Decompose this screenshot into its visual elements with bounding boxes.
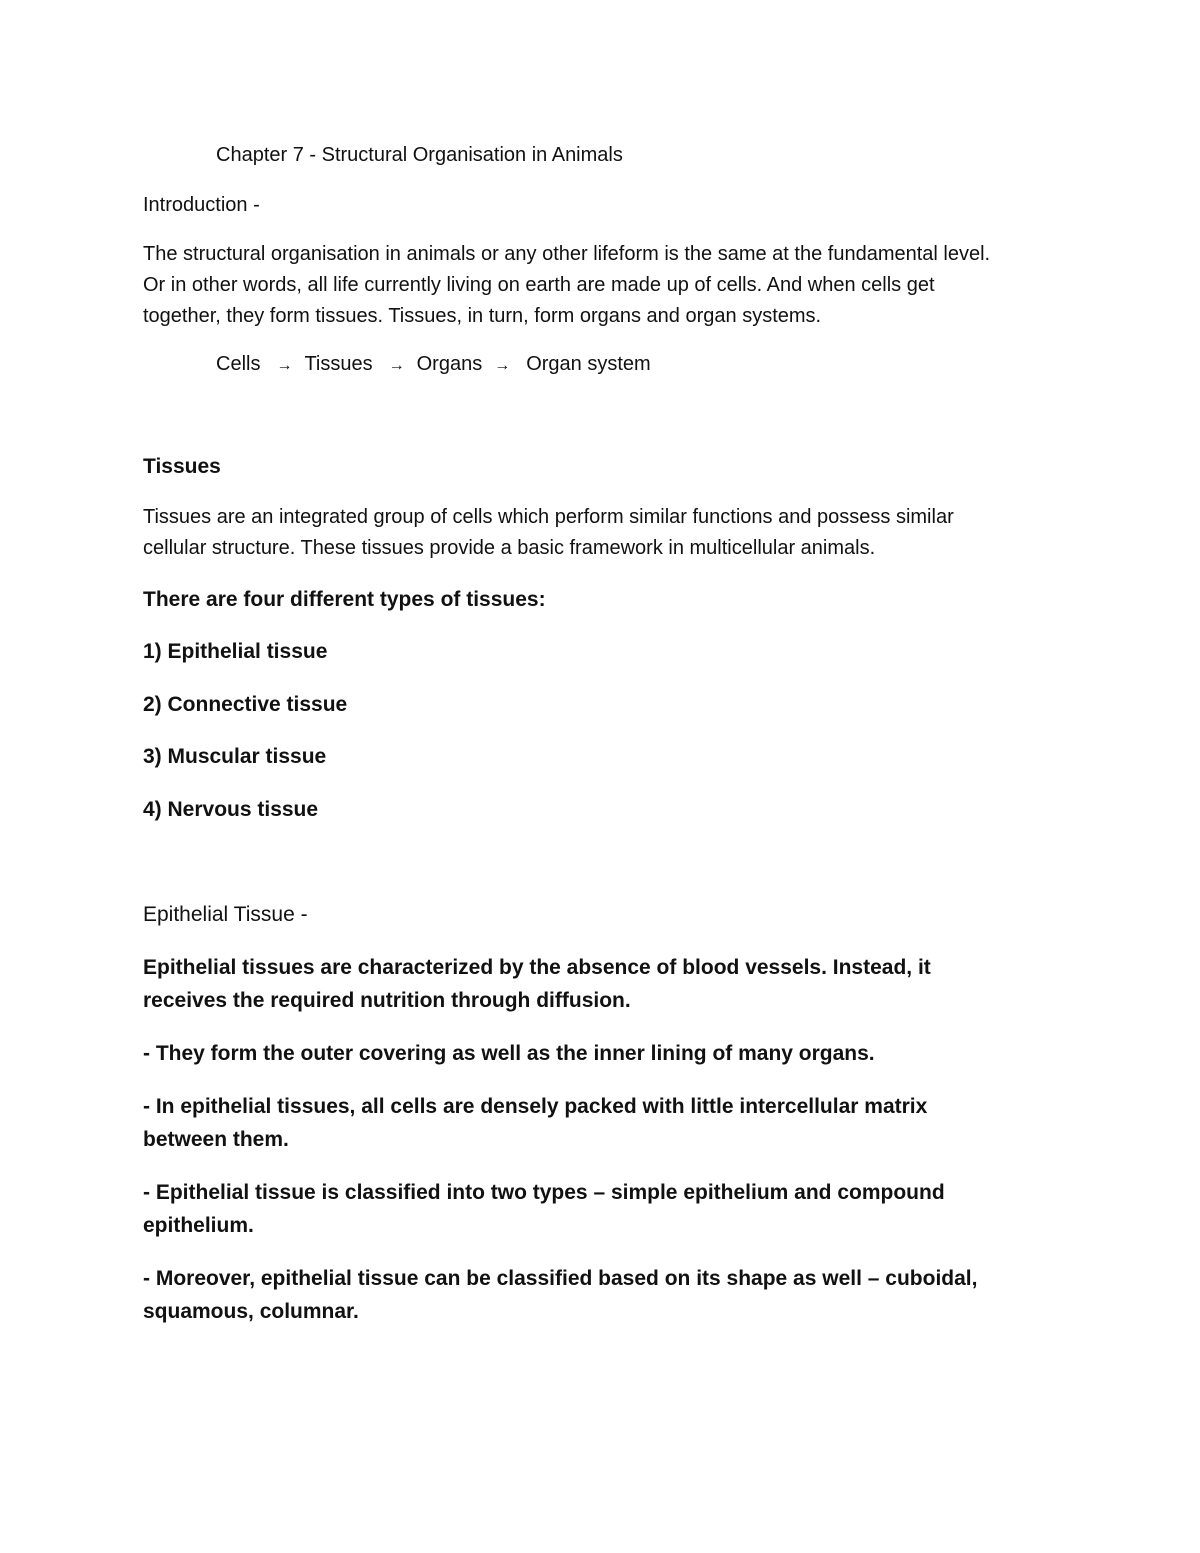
arrow-icon: → [276,357,293,374]
flow-organ-system: Organ system [526,353,651,375]
arrow-icon: → [494,357,511,374]
intro-line-1: The structural organisation in animals or any other lifeform is the same at the fundamental level. [143,243,991,265]
tissue-type-item: 3) Muscular tissue [143,745,327,768]
epithelial-point-3-line-1: - Epithelial tissue is classified into two types – simple epithelium and compound [143,1181,945,1204]
epithelial-point-3-line-2: epithelium. [143,1214,254,1237]
intro-line-2: Or in other words, all life currently living on earth are made up of cells. And when cells get [143,274,935,296]
epithelial-point-2-line-1: - In epithelial tissues, all cells are densely packed with little intercellular matrix [143,1095,928,1118]
tissue-type-item: 4) Nervous tissue [143,798,319,821]
tissue-type-item: 1) Epithelial tissue [143,640,328,663]
tissues-heading: Tissues [143,455,221,478]
tissue-types-intro: There are four different types of tissues: [143,588,546,611]
flow-cells: Cells [216,353,261,375]
intro-line-3: together, they form tissues. Tissues, in turn, form organs and organ systems. [143,305,822,327]
arrow-icon: → [388,357,405,374]
epithelial-heading: Epithelial Tissue - [143,903,308,926]
organisation-flow [216,349,651,381]
epithelial-point-4-line-2: squamous, columnar. [143,1300,359,1323]
tissues-line-2: cellular structure. These tissues provide a basic framework in multicellular animals. [143,537,876,559]
epithelial-intro-line-1: Epithelial tissues are characterized by the absence of blood vessels. Instead, it [143,956,931,979]
tissues-line-1: Tissues are an integrated group of cells which perform similar functions and possess similar [143,506,954,528]
epithelial-point-2-line-2: between them. [143,1128,289,1151]
epithelial-intro-line-2: receives the required nutrition through diffusion. [143,989,631,1012]
chapter-title: Chapter 7 - Structural Organisation in Animals [216,144,623,166]
flow-organs: Organs [416,353,483,375]
epithelial-point-1: - They form the outer covering as well as the inner lining of many organs. [143,1042,875,1065]
introduction-heading: Introduction - [143,194,260,216]
epithelial-point-4-line-1: - Moreover, epithelial tissue can be classified based on its shape as well – cuboidal, [143,1267,978,1290]
flow-tissues: Tissues [304,353,373,375]
tissue-type-item: 2) Connective tissue [143,693,348,716]
